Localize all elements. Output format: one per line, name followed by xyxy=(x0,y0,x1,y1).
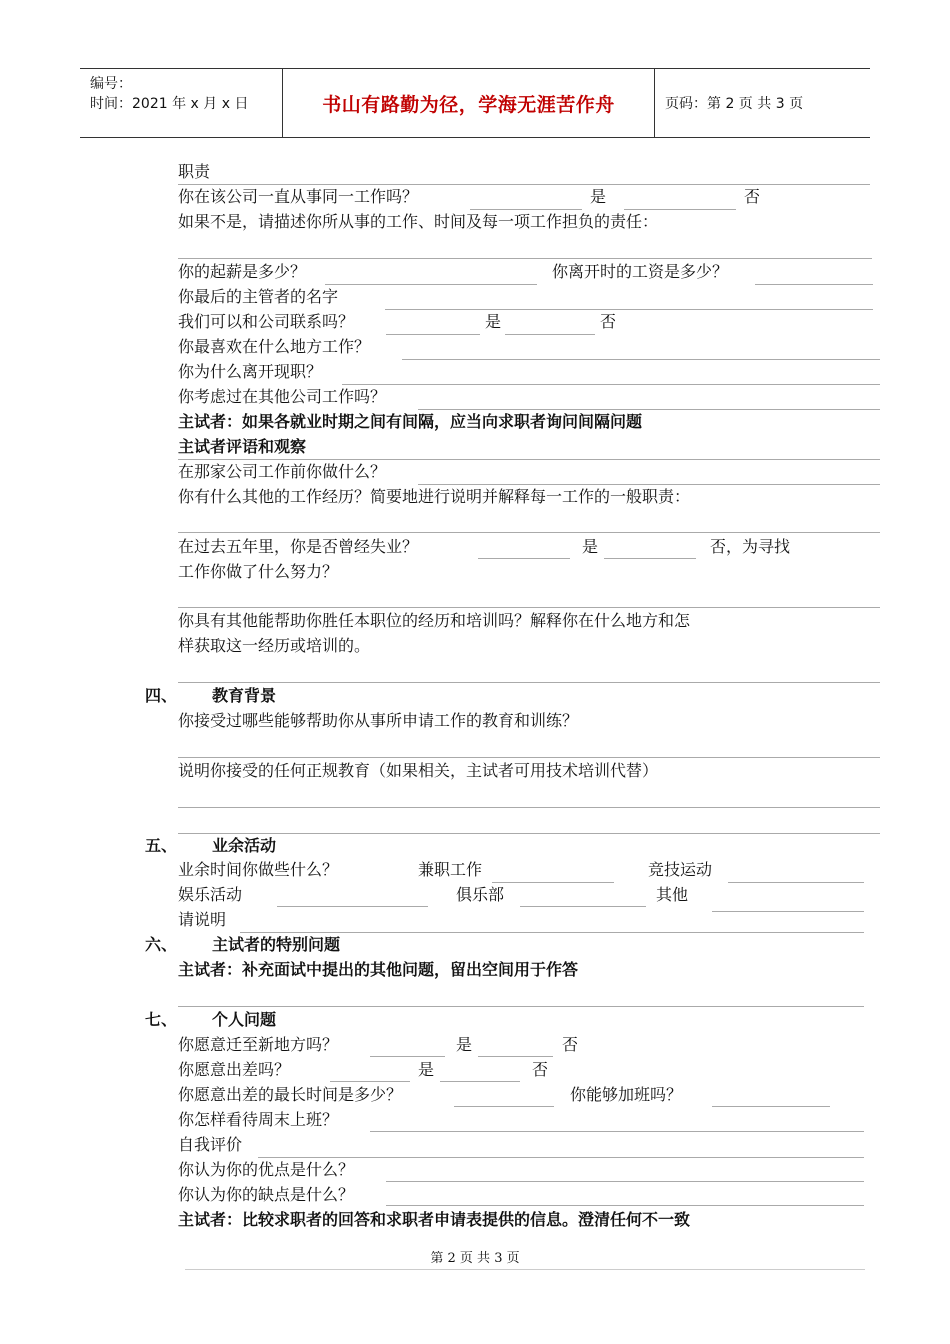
answer-line xyxy=(277,906,428,907)
no-label: 否 xyxy=(744,187,761,206)
section-6-title: 主试者的特别问题 xyxy=(212,935,341,954)
why-leave-question: 你为什么离开现职？ xyxy=(178,362,323,381)
answer-line xyxy=(454,1106,554,1107)
page-footer xyxy=(0,1247,950,1266)
other-training-question-2: 样获取这一经历或培训的。 xyxy=(178,636,371,655)
answer-line xyxy=(178,757,880,758)
answer-line xyxy=(386,1205,864,1206)
answer-line xyxy=(258,1157,864,1158)
page-info: 页码：第 2 页 共 3 页 xyxy=(665,96,804,112)
interviewer-gap-note: 主试者：如果各就业时期之间有间隔，应当向求职者询问间隔问题 xyxy=(178,412,643,431)
answer-line xyxy=(712,1106,830,1107)
interviewer-compare-note: 主试者：比较求职者的回答和求职者申请表提供的信息。澄清任何不一致 xyxy=(178,1210,691,1229)
if-not-describe-label: 如果不是，请描述你所从事的工作、时间及每一项工作担负的责任： xyxy=(178,212,659,231)
answer-line xyxy=(178,1006,864,1007)
answer-line xyxy=(370,1056,445,1057)
answer-line xyxy=(402,359,880,360)
other-experience-question: 你有什么其他的工作经历？简要地进行说明并解释每一工作的一般职责： xyxy=(178,487,691,506)
answer-line xyxy=(386,334,480,335)
yes-label: 是 xyxy=(456,1035,473,1054)
answer-line xyxy=(470,209,582,210)
motto: 书山有路勤为径，学海无涯苦作舟 xyxy=(322,93,615,116)
leaving-salary-question: 你离开时的工资是多少？ xyxy=(552,262,729,281)
section-7-title: 个人问题 xyxy=(212,1010,277,1029)
answer-line xyxy=(178,184,870,185)
considered-other-question: 你考虑过在其他公司工作吗？ xyxy=(178,387,387,406)
header-page-cell xyxy=(655,69,870,137)
answer-line xyxy=(492,882,614,883)
answer-line xyxy=(385,309,873,310)
education-question: 你接受过哪些能够帮助你从事所申请工作的教育和训练？ xyxy=(178,711,579,730)
other-training-question-1: 你具有其他能帮助你胜任本职位的经历和培训吗？解释你在什么地方和怎 xyxy=(178,611,691,630)
self-evaluation-label: 自我评价 xyxy=(178,1135,243,1154)
answer-line xyxy=(330,1081,410,1082)
sports-label: 竞技运动 xyxy=(648,860,713,879)
answer-line xyxy=(418,484,880,485)
travel-question: 你愿意出差吗？ xyxy=(178,1060,291,1079)
overtime-question: 你能够加班吗？ xyxy=(570,1085,683,1104)
no-label: 否 xyxy=(600,312,617,331)
interviewer-comments-label: 主试者评语和观察 xyxy=(178,437,307,456)
answer-line xyxy=(178,459,880,460)
section-5-title: 业余活动 xyxy=(212,836,277,855)
section-7-number: 七、 xyxy=(145,1010,178,1029)
other-label: 其他 xyxy=(656,885,689,904)
footer-rule xyxy=(185,1269,865,1270)
answer-line xyxy=(370,1131,864,1132)
section-4-title: 教育背景 xyxy=(212,686,277,705)
answer-line xyxy=(440,1081,520,1082)
answer-line xyxy=(604,558,696,559)
page-header xyxy=(80,68,870,138)
answer-line xyxy=(178,833,880,834)
club-label: 俱乐部 xyxy=(456,885,505,904)
answer-line xyxy=(178,607,880,608)
footer-page-number: 第 2 页 共 3 页 xyxy=(430,1251,520,1266)
answer-line xyxy=(520,906,646,907)
entertainment-label: 娱乐活动 xyxy=(178,885,243,904)
weaknesses-question: 你认为你的缺点是什么？ xyxy=(178,1185,355,1204)
answer-line xyxy=(505,334,595,335)
can-contact-question: 我们可以和公司联系吗？ xyxy=(178,312,355,331)
yes-label: 是 xyxy=(582,537,599,556)
answer-line xyxy=(712,911,864,912)
answer-line xyxy=(728,882,864,883)
weekend-question: 你怎样看待周末上班？ xyxy=(178,1110,339,1129)
answer-line xyxy=(342,384,880,385)
answer-line xyxy=(478,558,570,559)
efforts-question: 工作你做了什么努力？ xyxy=(178,562,339,581)
no-label: 否 xyxy=(562,1035,579,1054)
relocate-question: 你愿意迁至新地方吗？ xyxy=(178,1035,339,1054)
part-time-label: 兼职工作 xyxy=(418,860,483,879)
section-5-number: 五、 xyxy=(145,836,178,855)
answer-line xyxy=(478,1056,553,1057)
yes-label: 是 xyxy=(418,1060,435,1079)
answer-line xyxy=(418,409,880,410)
section-4-number: 四、 xyxy=(145,686,178,705)
no-for-find-label: 否，为寻找 xyxy=(710,537,791,556)
starting-salary-question: 你的起薪是多少？ xyxy=(178,262,307,281)
answer-line xyxy=(240,932,864,933)
answer-line xyxy=(386,1181,864,1182)
answer-line xyxy=(178,532,880,533)
answer-line xyxy=(178,258,872,259)
travel-longest-question: 你愿意出差的最长时间是多少？ xyxy=(178,1085,403,1104)
before-company-question: 在那家公司工作前你做什么？ xyxy=(178,462,387,481)
please-explain-label: 请说明 xyxy=(178,910,227,929)
header-motto-cell xyxy=(283,69,655,137)
header-left-cell xyxy=(80,69,283,137)
interviewer-extra-note: 主试者：补充面试中提出的其他问题，留出空间用于作答 xyxy=(178,960,579,979)
yes-label: 是 xyxy=(590,187,607,206)
last-supervisor-label: 你最后的主管者的名字 xyxy=(178,287,339,306)
unemployed-question: 在过去五年里，你是否曾经失业？ xyxy=(178,537,419,556)
spare-time-question: 业余时间你做些什么？ xyxy=(178,860,339,879)
number-label: 编号： xyxy=(90,76,132,92)
answer-line xyxy=(755,284,873,285)
same-job-question: 你在该公司一直从事同一工作吗？ xyxy=(178,187,419,206)
duties-label: 职责 xyxy=(178,162,211,181)
like-work-where-question: 你最喜欢在什么地方工作？ xyxy=(178,337,371,356)
strengths-question: 你认为你的优点是什么？ xyxy=(178,1160,355,1179)
section-6-number: 六、 xyxy=(145,935,178,954)
answer-line xyxy=(624,209,736,210)
formal-education-label: 说明你接受的任何正规教育（如果相关，主试者可用技术培训代替） xyxy=(178,761,659,780)
answer-line xyxy=(178,682,880,683)
no-label: 否 xyxy=(532,1060,549,1079)
answer-line xyxy=(325,284,537,285)
date-label: 时间：2021 年 x 月 x 日 xyxy=(90,96,249,112)
yes-label: 是 xyxy=(485,312,502,331)
answer-line xyxy=(178,807,880,808)
